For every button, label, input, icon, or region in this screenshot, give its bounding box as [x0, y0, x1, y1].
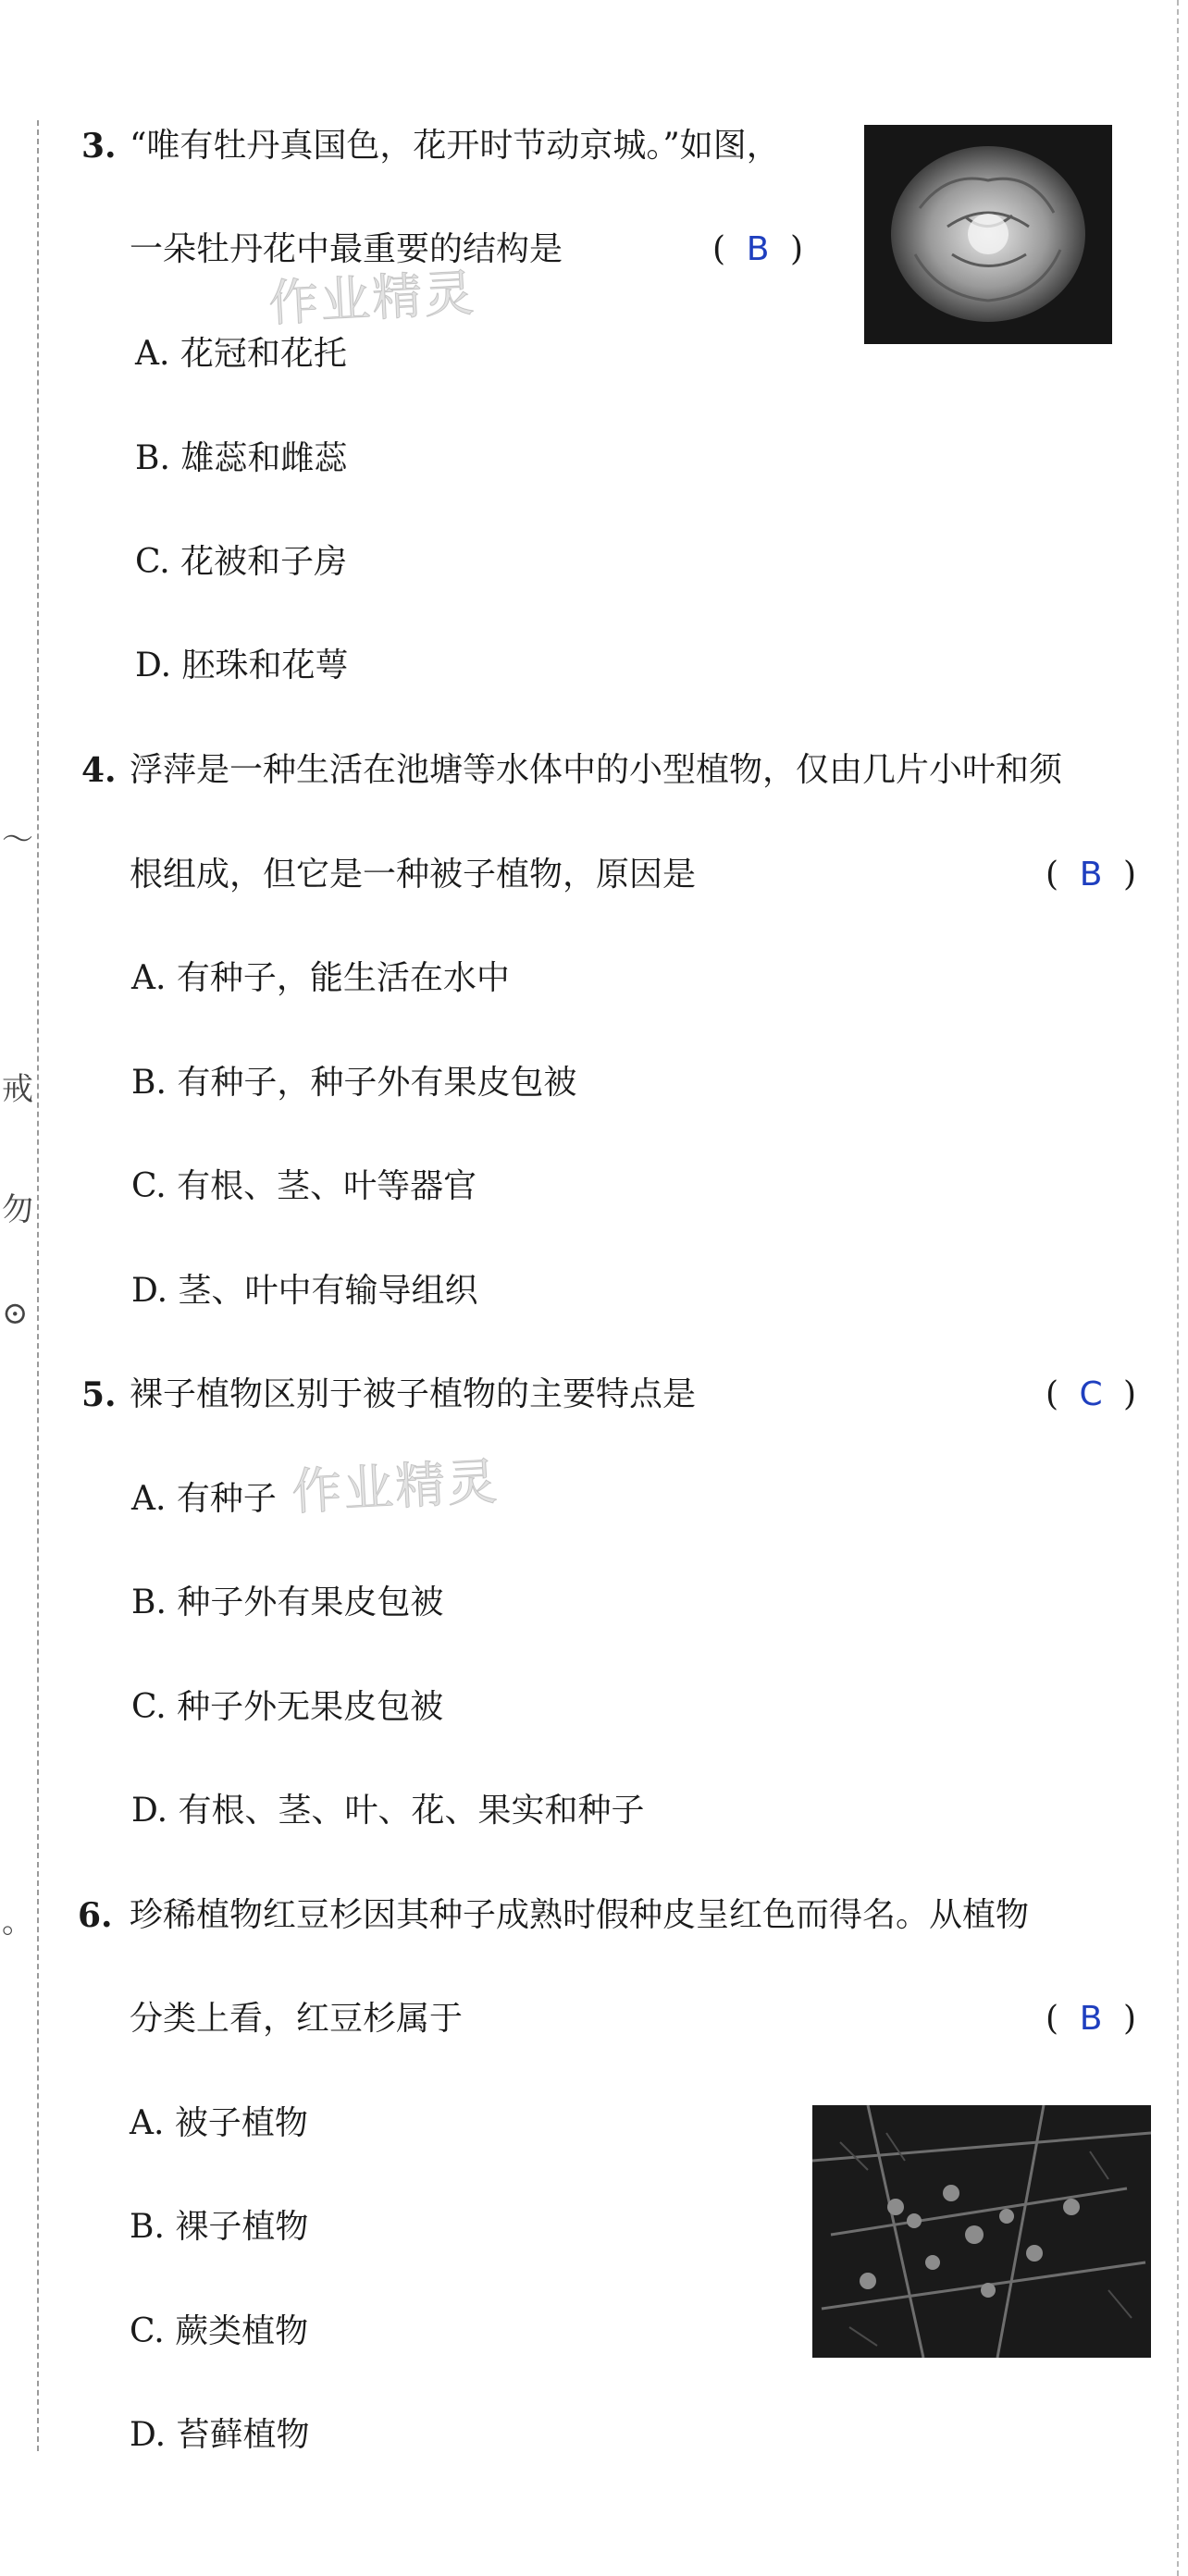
question-stem-line: “唯有牡丹真国色，花开时节动京城。”如图，: [130, 127, 780, 165]
option-b: B. 裸子植物: [130, 2208, 309, 2246]
option-d: D. 苔藓植物: [130, 2416, 310, 2454]
answer-letter: B: [1079, 2000, 1103, 2038]
question-number: 4.: [81, 751, 117, 790]
watermark-logo: 作业精灵: [266, 264, 477, 333]
peony-photo: [864, 125, 1112, 344]
answer-letter: B: [746, 230, 770, 268]
margin-mark: ⊙: [2, 1295, 29, 1332]
question-stem-line: 裸子植物区别于被子植物的主要特点是: [130, 1375, 697, 1413]
watermark-logo: 作业精灵: [290, 1452, 501, 1522]
answer-letter: C: [1079, 1375, 1103, 1413]
option-b: B. 雄蕊和雌蕊: [135, 439, 348, 477]
question-stem-line: 根组成，但它是一种被子植物，原因是: [130, 856, 697, 894]
yew-photo: [812, 2105, 1151, 2358]
option-c: C. 花被和子房: [135, 543, 348, 581]
margin-mark: 勿: [2, 1191, 33, 1228]
option-a: A. 花冠和花托: [135, 335, 347, 373]
answer-bracket: ( B ): [1046, 856, 1137, 894]
answer-bracket: ( C ): [1046, 1375, 1137, 1413]
question-number: 6.: [78, 1896, 113, 1935]
question-stem-line: 分类上看，红豆杉属于: [130, 2000, 464, 2038]
answer-letter: B: [1079, 856, 1103, 894]
question-number: 5.: [81, 1375, 117, 1414]
option-d: D. 胚珠和花萼: [135, 647, 349, 684]
option-a: A. 有种子: [131, 1480, 277, 1518]
option-c: C. 蕨类植物: [130, 2312, 309, 2350]
question-stem-line: 浮萍是一种生活在池塘等水体中的小型植物，仅由几片小叶和须: [130, 751, 1063, 789]
right-margin-line: [1177, 0, 1179, 2576]
option-b: B. 种子外有果皮包被: [131, 1584, 444, 1621]
answer-bracket: ( B ): [1046, 2000, 1137, 2038]
option-d: D. 有根、茎、叶、花、果实和种子: [131, 1792, 645, 1830]
left-binding-line: [37, 120, 39, 2451]
option-c: C. 种子外无果皮包被: [131, 1688, 444, 1726]
option-b: B. 有种子，种子外有果皮包被: [131, 1064, 577, 1102]
option-a: A. 被子植物: [130, 2104, 308, 2142]
option-d: D. 茎、叶中有输导组织: [131, 1272, 478, 1310]
margin-mark: 戒: [2, 1071, 33, 1108]
margin-mark: ～: [2, 821, 33, 858]
answer-bracket: ( B ): [712, 230, 804, 268]
option-a: A. 有种子，能生活在水中: [131, 959, 510, 997]
option-c: C. 有根、茎、叶等器官: [131, 1167, 477, 1205]
question-stem-line: 一朵牡丹花中最重要的结构是: [130, 230, 563, 268]
margin-mark: ｡: [2, 1904, 18, 1941]
question-number: 3.: [81, 127, 117, 166]
question-stem-line: 珍稀植物红豆杉因其种子成熟时假种皮呈红色而得名。从植物: [130, 1896, 1030, 1934]
